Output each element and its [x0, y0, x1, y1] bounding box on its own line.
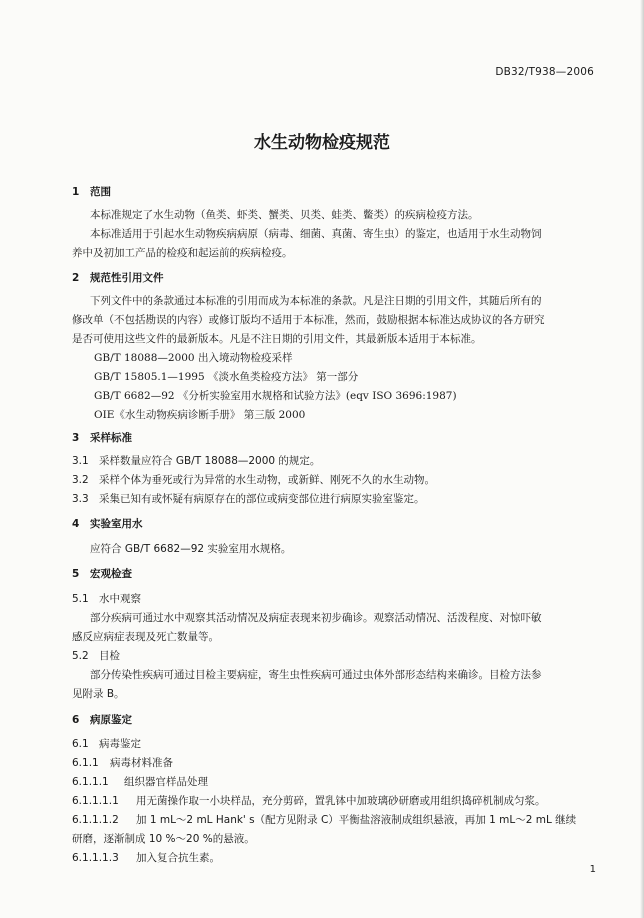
clause-text: 采集已知有或怀疑有病原存在的部位或病变部位进行病原实验室鉴定。	[99, 493, 425, 505]
reference-item: GB/T 18088—2000 出入境动物检疫采样	[94, 352, 293, 364]
section-6-heading	[72, 712, 132, 727]
paragraph: 下列文件中的条款通过本标准的引用而成为本标准的条款。凡是注日期的引用文件，其随后所有的	[90, 295, 542, 307]
paragraph: 是否可使用这些文件的最新版本。凡是不注日期的引用文件，其最新版本适用于本标准。	[72, 333, 482, 345]
clause-item	[72, 491, 425, 506]
clause-number: 6.1.1.1.1	[72, 795, 119, 807]
reference-item: OIE《水生动物疾病诊断手册》 第三版 2000	[94, 409, 306, 421]
clause-item	[72, 793, 546, 808]
clause-text: 采样个体为垂死或行为异常的水生动物，或新鲜、刚死不久的水生动物。	[99, 474, 435, 486]
clause-text: 加入复合抗生素。	[136, 852, 220, 864]
clause-text: 采样数量应符合 GB/T 18088—2000 的规定。	[99, 455, 321, 467]
paragraph: 修改单（不包括勘误的内容）或修订版均不适用于本标准，然而，鼓励根据本标准达成协议的各方研究	[72, 314, 545, 326]
section-number: 2	[72, 272, 80, 284]
paragraph: 本标准适用于引起水生动物疾病病原（病毒、细菌、真菌、寄生虫）的鉴定，也适用于水生动物饲	[90, 228, 542, 240]
page-number: 1	[589, 864, 596, 875]
section-4-heading	[72, 516, 143, 531]
paragraph: 部分传染性疾病可通过目检主要病症，寄生虫性疾病可通过虫体外部形态结构来确诊。目检方法参	[90, 669, 542, 681]
section-number: 6	[72, 714, 80, 726]
section-5-heading	[72, 566, 132, 581]
section-number: 5	[72, 568, 80, 580]
subsection-title: 病毒鉴定	[99, 738, 141, 750]
clause-number: 3.2	[72, 474, 89, 486]
subsection-title: 病毒材料准备	[110, 757, 173, 769]
section-title: 实验室用水	[90, 518, 143, 530]
subsection-number: 6.1.1.1	[72, 776, 109, 788]
paragraph: 养中及初加工产品的检疫和起运前的疾病检疫。	[72, 247, 293, 259]
clause-number: 6.1.1.1.3	[72, 852, 119, 864]
paragraph: 见附录 B。	[72, 688, 125, 700]
subsection-number: 5.2	[72, 650, 89, 662]
subsection-6-1-1-heading	[72, 755, 173, 770]
section-3-heading	[72, 430, 132, 445]
subsection-5-2-heading	[72, 648, 120, 663]
section-title: 病原鉴定	[90, 714, 132, 726]
subsection-6-1-heading	[72, 736, 141, 751]
paragraph: 本标准规定了水生动物（鱼类、虾类、蟹类、贝类、蛙类、鳖类）的疾病检疫方法。	[90, 209, 479, 221]
scan-edge-shadow	[640, 0, 644, 918]
subsection-6-1-1-1-heading	[72, 774, 208, 789]
clause-item	[72, 850, 220, 865]
standard-code: DB32/T938—2006	[495, 66, 594, 78]
paragraph: 研磨，逐渐制成 10 %～20 %的悬液。	[72, 833, 255, 845]
subsection-5-1-heading	[72, 591, 141, 606]
reference-item: GB/T 6682—92 《分析实验室用水规格和试验方法》(eqv ISO 3696:1987)	[94, 390, 457, 402]
clause-number: 3.1	[72, 455, 89, 467]
section-number: 4	[72, 518, 80, 530]
clause-item	[72, 812, 576, 827]
section-title: 宏观检查	[90, 568, 132, 580]
section-1-heading	[72, 184, 111, 199]
section-title: 规范性引用文件	[90, 272, 164, 284]
subsection-number: 5.1	[72, 593, 89, 605]
paragraph: 部分疾病可通过水中观察其活动情况及病症表现来初步确诊。观察活动情况、活泼程度、对惊吓敏	[90, 612, 542, 624]
section-number: 3	[72, 432, 80, 444]
section-2-heading	[72, 270, 164, 285]
section-title: 采样标准	[90, 432, 132, 444]
clause-number: 6.1.1.1.2	[72, 814, 119, 826]
paragraph: 应符合 GB/T 6682—92 实验室用水规格。	[90, 543, 292, 555]
clause-number: 3.3	[72, 493, 89, 505]
clause-text: 用无菌操作取一小块样品，充分剪碎，置乳钵中加玻璃砂研磨或用组织捣碎机制成匀浆。	[136, 795, 546, 807]
paragraph: 感反应病症表现及死亡数量等。	[72, 631, 219, 643]
section-title: 范围	[90, 186, 111, 198]
reference-item: GB/T 15805.1—1995 《淡水鱼类检疫方法》 第一部分	[94, 371, 359, 383]
clause-item	[72, 472, 435, 487]
clause-text: 加 1 mL～2 mL Hank' s（配方见附录 C）平衡盐溶液制成组织悬液，再加 1 mL～2 mL 继续	[136, 814, 577, 826]
subsection-number: 6.1.1	[72, 757, 99, 769]
subsection-number: 6.1	[72, 738, 89, 750]
clause-item	[72, 453, 320, 468]
subsection-title: 组织器官样品处理	[124, 776, 208, 788]
section-number: 1	[72, 186, 80, 198]
page-title: 水生动物检疫规范	[254, 133, 390, 153]
subsection-title: 水中观察	[99, 593, 141, 605]
subsection-title: 目检	[99, 650, 120, 662]
